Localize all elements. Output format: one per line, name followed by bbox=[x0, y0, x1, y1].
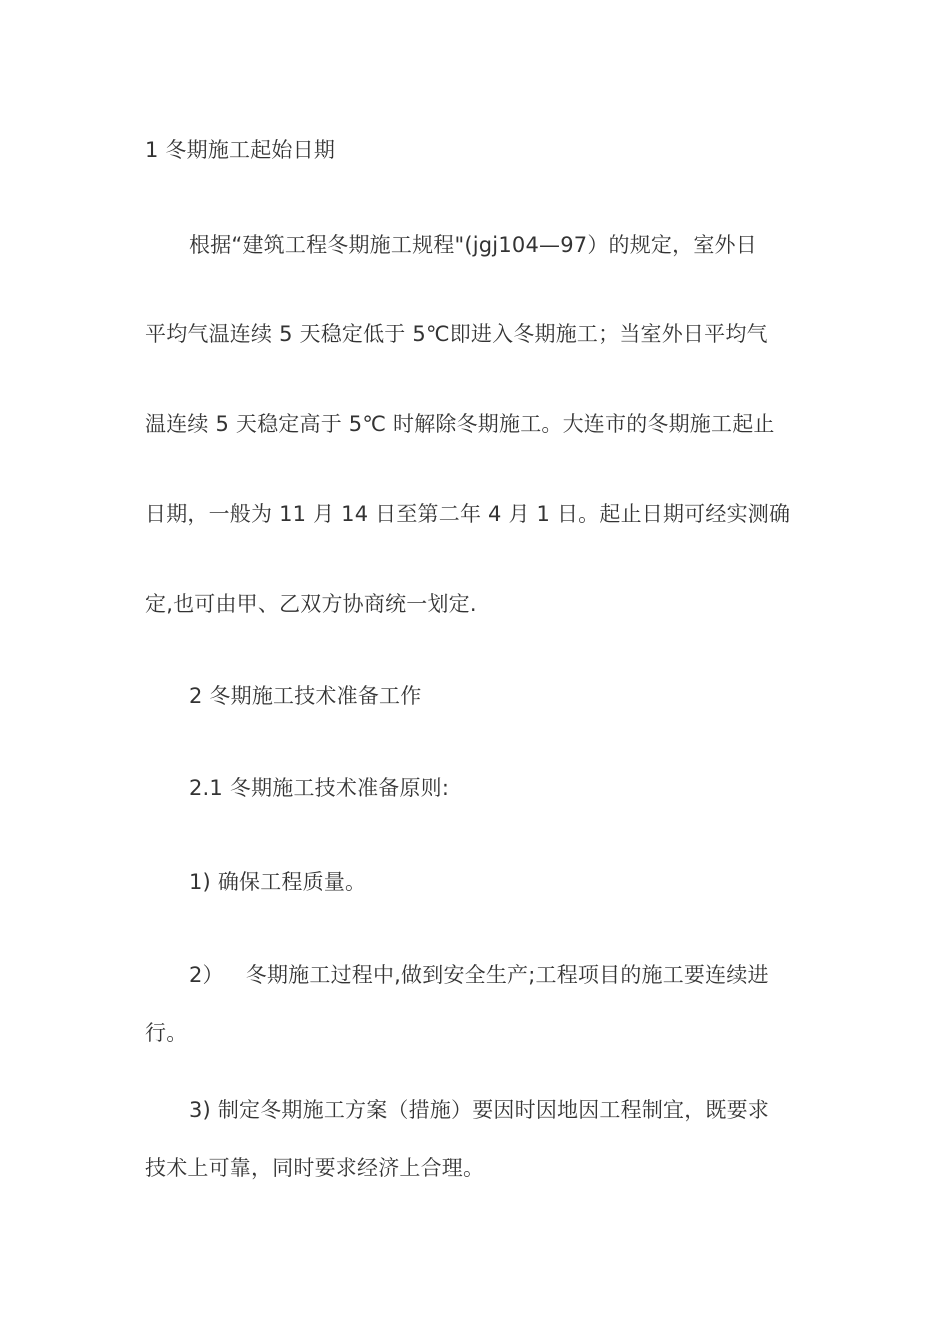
list-item-2-number: 2） bbox=[189, 963, 224, 987]
list-item-2-text: 冬期施工过程中,做到安全生产;工程项目的施工要连续进 bbox=[245, 963, 769, 987]
paragraph-1-line-5: 定,也可由甲、乙双方协商统一划定. bbox=[145, 592, 477, 616]
list-item-3-line-2: 技术上可靠，同时要求经济上合理。 bbox=[145, 1156, 485, 1180]
list-item-2-line-2: 行。 bbox=[145, 1021, 188, 1045]
paragraph-1-line-2: 平均气温连续 5 天稳定低于 5℃即进入冬期施工；当室外日平均气 bbox=[145, 322, 768, 346]
paragraph-1-line-3: 温连续 5 天稳定高于 5℃ 时解除冬期施工。大连市的冬期施工起止 bbox=[145, 412, 775, 436]
list-item-3-line-1: 3) 制定冬期施工方案（措施）要因时因地因工程制宜，既要求 bbox=[189, 1098, 770, 1122]
section-heading-1: 1 冬期施工起始日期 bbox=[145, 138, 336, 162]
list-item-1: 1) 确保工程质量。 bbox=[189, 870, 367, 894]
list-item-2-line-1 bbox=[189, 960, 769, 990]
subsection-heading-2-1: 2.1 冬期施工技术准备原则: bbox=[189, 776, 450, 800]
paragraph-1-line-4: 日期，一般为 11 月 14 日至第二年 4 月 1 日。起止日期可经实测确 bbox=[145, 502, 791, 526]
paragraph-1-line-1: 根据“建筑工程冬期施工规程"(jgj104—97）的规定，室外日 bbox=[189, 233, 757, 257]
section-heading-2: 2 冬期施工技术准备工作 bbox=[189, 684, 422, 708]
